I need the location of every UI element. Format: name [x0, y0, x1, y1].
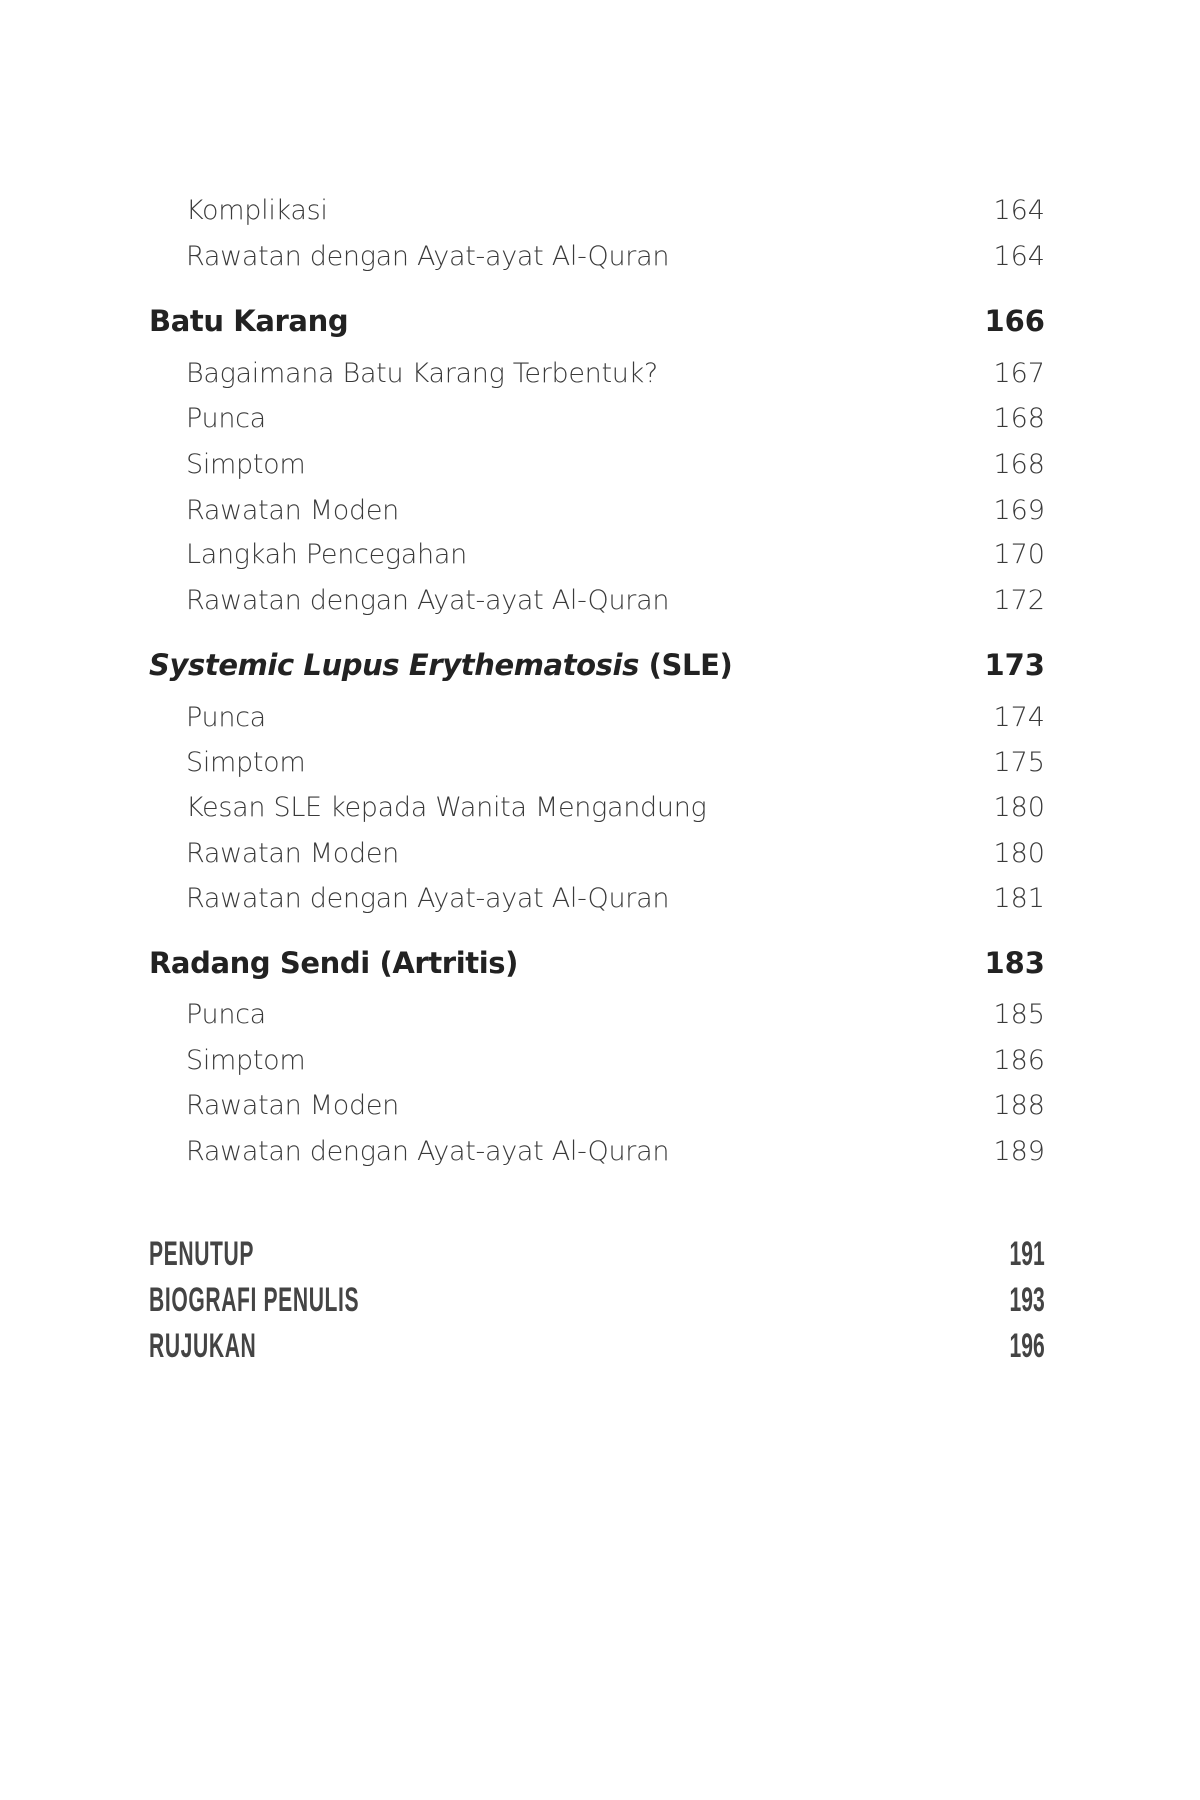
back-matter-title: PENUTUP — [149, 1235, 255, 1273]
back-matter-page: 196 — [1009, 1327, 1045, 1365]
chapter-title-suffix: (SLE) — [638, 648, 733, 682]
entry-page: 185 — [993, 999, 1045, 1030]
entry-title: Rawatan Moden — [186, 1090, 399, 1121]
entry-page: 180 — [993, 838, 1045, 869]
toc-chapter-heading — [0, 943, 1200, 983]
entry-page: 164 — [993, 195, 1045, 226]
chapter-title: Batu Karang — [149, 304, 349, 338]
toc-entry — [0, 535, 1200, 575]
toc-chapter-heading — [0, 301, 1200, 341]
toc-entry — [0, 995, 1200, 1035]
toc-entry — [0, 698, 1200, 738]
chapter-page: 183 — [984, 946, 1045, 980]
toc-entry — [0, 1086, 1200, 1126]
entry-page: 174 — [993, 702, 1045, 733]
toc-back-matter — [0, 1234, 1200, 1274]
chapter-page: 173 — [984, 648, 1045, 682]
chapter-title-italic: Systemic Lupus Erythematosis — [149, 648, 639, 682]
toc-entry — [0, 399, 1200, 439]
chapter-title — [149, 645, 732, 685]
toc-entry — [0, 1041, 1200, 1081]
entry-title: Punca — [186, 403, 266, 434]
toc-entry — [0, 237, 1200, 277]
toc-entry — [0, 743, 1200, 783]
entry-title: Rawatan dengan Ayat-ayat Al-Quran — [186, 883, 670, 914]
chapter-page: 166 — [984, 304, 1045, 338]
back-matter-title: RUJUKAN — [149, 1327, 257, 1365]
entry-page: 186 — [993, 1045, 1045, 1076]
entry-title: Rawatan Moden — [186, 495, 399, 526]
entry-page: 189 — [993, 1136, 1045, 1167]
toc-entry — [0, 491, 1200, 531]
entry-page: 168 — [993, 403, 1045, 434]
toc-entry — [0, 1132, 1200, 1172]
toc-entry — [0, 581, 1200, 621]
entry-title: Rawatan Moden — [186, 838, 399, 869]
entry-page: 172 — [993, 585, 1045, 616]
entry-title: Punca — [186, 999, 266, 1030]
entry-title: Komplikasi — [186, 195, 328, 226]
entry-page: 188 — [993, 1090, 1045, 1121]
toc-entry — [0, 191, 1200, 231]
entry-page: 181 — [993, 883, 1045, 914]
back-matter-title: BIOGRAFI PENULIS — [149, 1281, 360, 1319]
entry-title: Kesan SLE kepada Wanita Mengandung — [186, 792, 707, 823]
toc-entry — [0, 354, 1200, 394]
chapter-title: Radang Sendi (Artritis) — [149, 946, 518, 980]
entry-title: Simptom — [186, 1045, 306, 1076]
entry-title: Simptom — [186, 747, 306, 778]
toc-back-matter — [0, 1326, 1200, 1366]
toc-back-matter — [0, 1280, 1200, 1320]
entry-page: 170 — [993, 539, 1045, 570]
entry-page: 164 — [993, 241, 1045, 272]
entry-title: Langkah Pencegahan — [186, 539, 467, 570]
entry-title: Punca — [186, 702, 266, 733]
toc-entry — [0, 834, 1200, 874]
entry-title: Rawatan dengan Ayat-ayat Al-Quran — [186, 241, 670, 272]
back-matter-page: 193 — [1009, 1281, 1045, 1319]
toc-entry — [0, 445, 1200, 485]
entry-title: Simptom — [186, 449, 306, 480]
toc-chapter-heading — [0, 645, 1200, 685]
entry-page: 168 — [993, 449, 1045, 480]
entry-page: 180 — [993, 792, 1045, 823]
entry-title: Rawatan dengan Ayat-ayat Al-Quran — [186, 1136, 670, 1167]
entry-page: 169 — [993, 495, 1045, 526]
entry-page: 175 — [993, 747, 1045, 778]
toc-entry — [0, 879, 1200, 919]
entry-title: Bagaimana Batu Karang Terbentuk? — [186, 358, 658, 389]
entry-title: Rawatan dengan Ayat-ayat Al-Quran — [186, 585, 670, 616]
back-matter-page: 191 — [1009, 1235, 1045, 1273]
entry-page: 167 — [993, 358, 1045, 389]
toc-entry — [0, 788, 1200, 828]
